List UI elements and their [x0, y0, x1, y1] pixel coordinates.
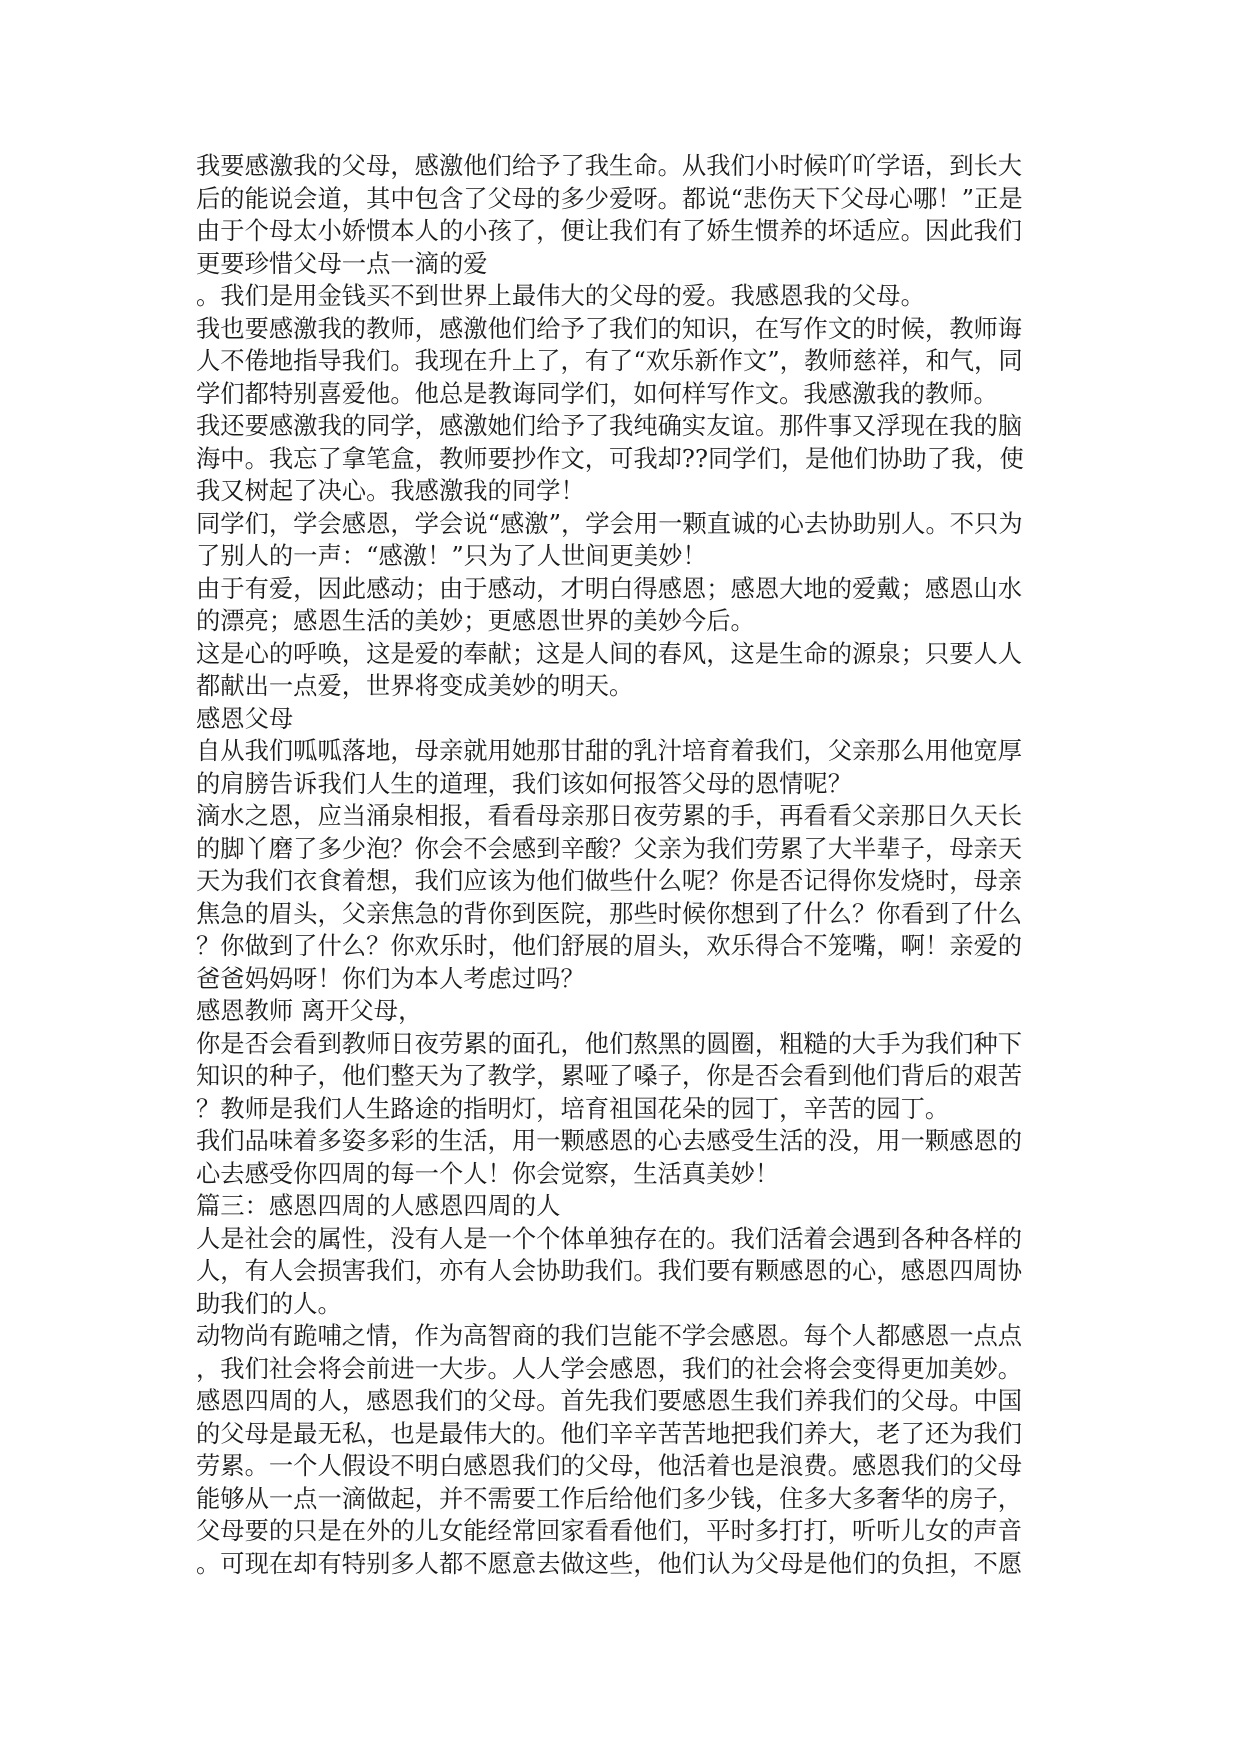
paragraph-since-birth: 自从我们呱呱落地，母亲就用她那甘甜的乳汁培育着我们，父亲那么用他宽厚的肩膀告诉我们人生的道理，我们该如何报答父母的恩情呢？	[196, 736, 1023, 798]
paragraph-call-of-heart: 这是心的呼唤，这是爱的奉献；这是人间的春风，这是生命的源泉；只要人人都献出一点爱，世界将变成美妙的明天。	[196, 638, 1023, 700]
paragraph-colorful-life: 我们品味着多姿多彩的生活，用一颗感恩的心去感受生活的没，用一颗感恩的心去感受你四周的每一个人！你会觉察，生活真美妙！	[196, 1126, 1023, 1188]
paragraph-thank-classmates: 我还要感激我的同学，感激她们给予了我纯确实友谊。那件事又浮现在我的脑海中。我忘了拿笔盒，教师要抄作文，可我却??同学们，是他们协助了我，使我又树起了决心。我感激我的同学！	[196, 411, 1024, 505]
heading-thank-teachers: 感恩教师 离开父母，	[196, 996, 423, 1025]
paragraph-because-of-love: 由于有爱，因此感动；由于感动，才明白得感恩；感恩大地的爱戴；感恩山水的漂亮；感恩生活的美妙；更感恩世界的美妙今后。	[196, 573, 1023, 635]
paragraph-drop-of-water: 滴水之恩，应当涌泉相报，看看母亲那日夜劳累的手，再看看父亲那日久天长的脚丫磨了多少泡？你会不会感到辛酸？父亲为我们劳累了大半辈子，母亲天天为我们衣食着想，我们应该为他们做些什么呢？你是否记得你发烧时，母亲焦急的眉头，父亲焦急的背你到医院，那些时候你想到了什么？你看到了什么？你做到了什么？你欢乐时，他们舒展的眉头，欢乐得合不笼嘴，啊！亲爱的爸爸妈妈呀！你们为本人考虑过吗？	[196, 801, 1023, 993]
paragraph-learn-gratitude: 同学们，学会感恩，学会说“感激”，学会用一颗直诚的心去协助别人。不只为了别人的一声：“感激！”只为了人世间更美妙！	[196, 508, 1023, 570]
paragraph-teachers-faces: 你是否会看到教师日夜劳累的面孔，他们熬黑的圆圈，粗糙的大手为我们种下知识的种子，他们整天为了教学，累哑了嗓子，你是否会看到他们背后的艰苦？教师是我们人生路途的指明灯，培育祖国花朵的园丁，辛苦的园丁。	[196, 1028, 1023, 1123]
paragraph-thank-teachers: 我也要感激我的教师，感激他们给予了我们的知识，在写作文的时候，教师诲人不倦地指导我们。我现在升上了，有了“欢乐新作文”，教师慈祥，和气，同学们都特别喜爱他。他总是教诲同学们，如何样写作文。我感激我的教师。	[196, 313, 1023, 408]
paragraph-social-nature: 人是社会的属性，没有人是一个个体单独存在的。我们活着会遇到各种各样的人，有人会损害我们，亦有人会协助我们。我们要有颗感恩的心，感恩四周协助我们的人。	[196, 1223, 1023, 1318]
paragraph-parents-love: 。我们是用金钱买不到世界上最伟大的父母的爱。我感恩我的父母。	[196, 281, 925, 310]
heading-part-three: 篇三：感恩四周的人感恩四周的人	[196, 1191, 561, 1220]
paragraph-animals-gratitude: 动物尚有跪哺之情，作为高智商的我们岂能不学会感恩。每个人都感恩一点点，我们社会将会前进一大步。人人学会感恩，我们的社会将会变得更加美妙。	[196, 1321, 1023, 1383]
paragraph-thank-those-around: 感恩四周的人，感恩我们的父母。首先我们要感恩生我们养我们的父母。中国的父母是最无私，也是最伟大的。他们辛辛苦苦地把我们养大，老了还为我们劳累。一个人假设不明白感恩我们的父母，他活着也是浪费。感恩我们的父母能够从一点一滴做起，并不需要工作后给他们多少钱，住多大多奢华的房子，父母要的只是在外的儿女能经常回家看看他们，平时多打打，听听儿女的声音。可现在却有特别多人都不愿意去做这些，他们认为父母是他们的负担，不愿	[196, 1386, 1023, 1578]
paragraph-thank-parents: 我要感激我的父母，感激他们给予了我生命。从我们小时候吖吖学语，到长大后的能说会道，其中包含了父母的多少爱呀。都说“悲伤天下父母心哪！”正是由于个母太小娇惯本人的小孩了，便让我们有了娇生惯养的坏适应。因此我们更要珍惜父母一点一滴的爱	[196, 151, 1023, 278]
heading-thank-parents: 感恩父母	[196, 703, 294, 733]
document-body	[196, 150, 1046, 1580]
